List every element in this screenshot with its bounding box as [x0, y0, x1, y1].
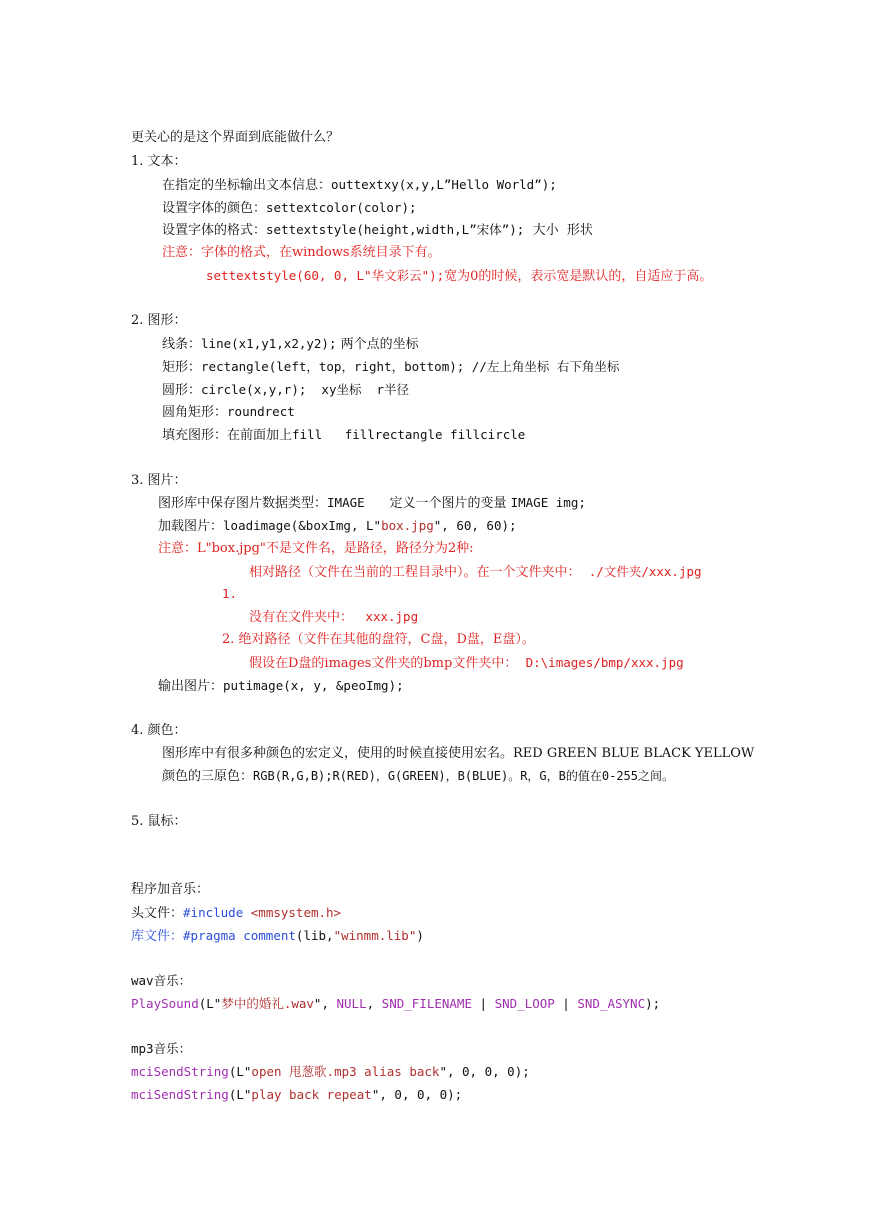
intro-line: 更关心的是这个界面到底能做什么？ — [131, 130, 340, 145]
lib-file-line: 库文件：#pragma comment(lib,"winmm.lib") — [131, 928, 424, 944]
shape-fill: 填充图形：在前面加上fill fillrectangle fillcircle — [162, 427, 526, 443]
shape-line: 线条：line(x1,y1,x2,y2); 两个点的坐标 — [162, 336, 419, 352]
mci-play-line: mciSendString(L"play back repeat", 0, 0, 0); — [131, 1087, 463, 1102]
text-line-3: 设置字体的格式：settextstyle(height,width,L”宋体”); 大小 形状 — [162, 222, 593, 238]
absolute-path-example: 假设在D盘的images文件夹的bmp文件夹中： D:\images/bmp/xxx.jpg — [249, 655, 684, 671]
mci-open-line: mciSendString(L"open 甩葱歌.mp3 alias back", 0, 0, 0); — [131, 1064, 530, 1079]
section-3-heading: 3. 图片： — [131, 473, 187, 488]
rgb-line: 颜色的三原色：RGB(R,G,B);R(RED)，G(GREEN)，B(BLUE)。R，G，B的值在0-255之间。 — [162, 769, 675, 784]
music-title: 程序加音乐： — [131, 882, 210, 897]
section-2-heading: 2. 图形： — [131, 313, 187, 328]
playsound-line: PlaySound(L"梦中的婚礼.wav", NULL, SND_FILENAME | SND_LOOP | SND_ASYNC); — [131, 996, 661, 1011]
list-num-1: 1. — [222, 586, 238, 601]
path-note: 注意：L"box.jpg"不是文件名，是路径，路径分为2种: — [158, 541, 474, 556]
absolute-path-line: 2. 绝对路径（文件在其他的盘符，C盘，D盘，E盘）。 — [222, 632, 535, 647]
section-4-heading: 4. 颜色： — [131, 723, 187, 738]
image-type-line: 图形库中保存图片数据类型：IMAGE 定义一个图片的变量 IMAGE img; — [158, 495, 586, 511]
wav-title: wav音乐： — [131, 973, 192, 988]
text-line-2: 设置字体的颜色：settextcolor(color); — [162, 200, 417, 216]
no-folder-line: 没有在文件夹中： xxx.jpg — [249, 609, 419, 625]
shape-circle: 圆形：circle(x,y,r); xy坐标 r半径 — [162, 382, 410, 398]
header-file-line: 头文件：#include <mmsystem.h> — [131, 905, 342, 921]
section-5-heading: 5. 鼠标： — [131, 814, 187, 829]
load-image-line: 加载图片：loadimage(&boxImg, L"box.jpg", 60, 60); — [158, 518, 517, 534]
relative-path-line: 相对路径（文件在当前的工程目录中）。在一个文件夹中： ./文件夹/xxx.jpg — [249, 564, 702, 580]
section-1-heading: 1. 文本： — [131, 154, 187, 169]
text-note-code: settextstyle(60, 0, L"华文彩云");宽为0的时候，表示宽是默认的，自适应于高。 — [206, 268, 713, 284]
text-line-1: 在指定的坐标输出文本信息：outtextxy(x,y,L”Hello World”); — [162, 177, 557, 193]
mp3-title: mp3音乐： — [131, 1041, 192, 1056]
shape-roundrect: 圆角矩形：roundrect — [162, 404, 295, 420]
shape-rect: 矩形：rectangle(left，top，right，bottom); //左上角坐标 右下角坐标 — [162, 359, 620, 375]
put-image-line: 输出图片：putimage(x, y, &peoImg); — [158, 678, 404, 694]
color-macro-line: 图形库中有很多种颜色的宏定义，使用的时候直接使用宏名。RED GREEN BLUE BLACK YELLOW — [162, 746, 755, 761]
text-note: 注意：字体的格式，在windows系统目录下有。 — [162, 245, 441, 260]
